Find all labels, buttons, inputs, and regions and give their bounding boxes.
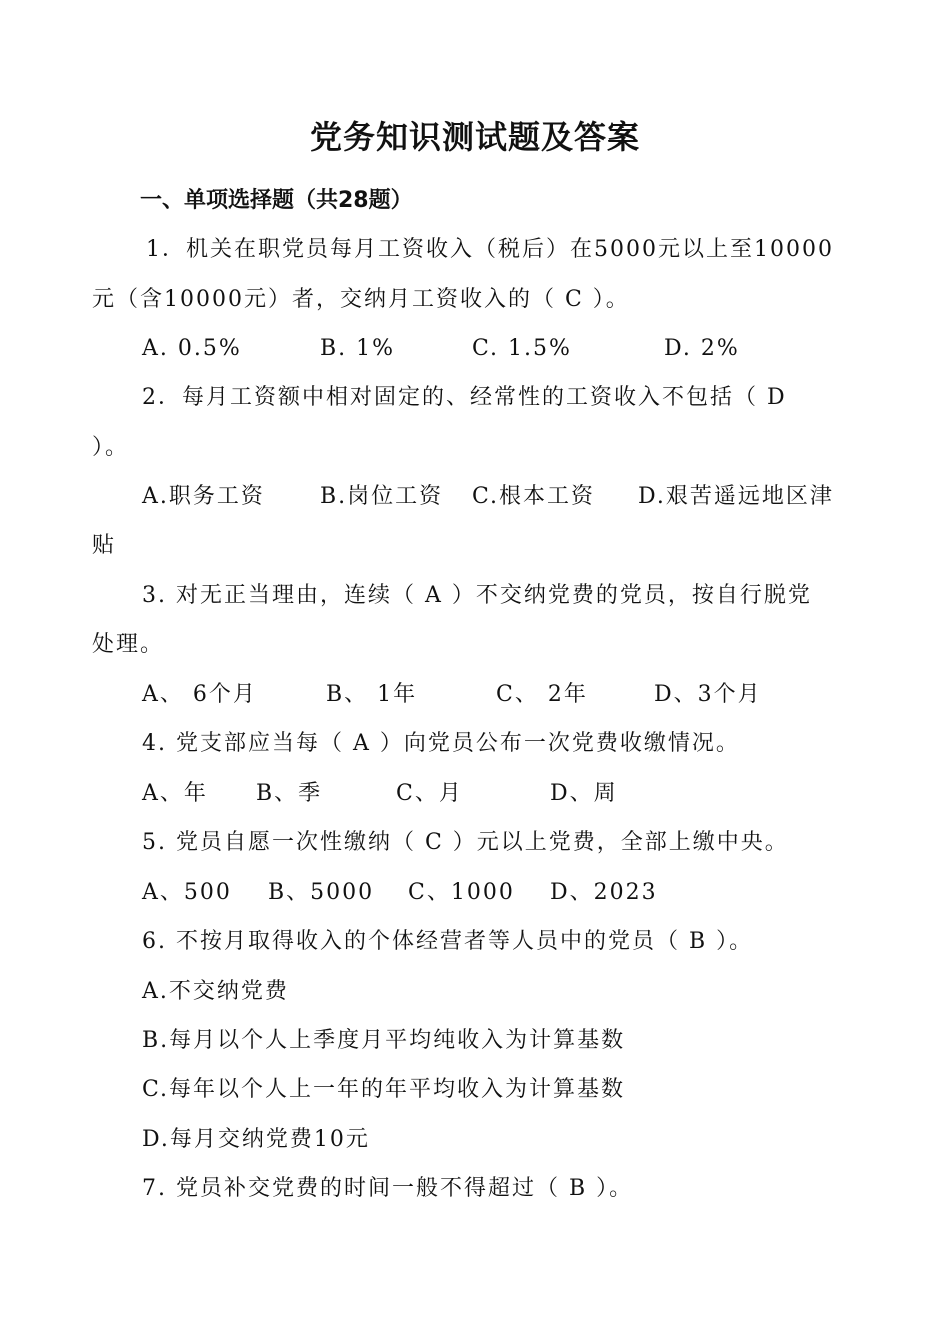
- question-2-line-1: 2．每月工资额中相对固定的、经常性的工资收入不包括（ D: [142, 385, 787, 410]
- question-7-line-1: 7. 党员补交党费的时间一般不得超过（ B ）。: [142, 1176, 634, 1201]
- question-3-options: [0, 680, 950, 710]
- question-5-line-1: 5. 党员自愿一次性缴纳（ C ）元以上党费，全部上缴中央。: [142, 830, 789, 855]
- question-6-line-1: 6. 不按月取得收入的个体经营者等人员中的党员（ B ）。: [142, 929, 754, 954]
- option-b: B、5000: [268, 880, 375, 905]
- option-c: C. 1.5%: [472, 336, 572, 361]
- option-b: B、季: [256, 781, 323, 806]
- option-d: D、3个月: [654, 682, 762, 707]
- option-d: D. 2%: [664, 336, 740, 361]
- option-d: D.艰苦遥远地区津: [638, 484, 834, 509]
- option-b: B. 1%: [320, 336, 396, 361]
- option-b: B.岗位工资: [320, 484, 444, 509]
- section-heading: 一、单项选择题（共28题）: [140, 188, 413, 213]
- question-2-option-wrap: 贴: [92, 533, 117, 558]
- option-c: C.根本工资: [472, 484, 596, 509]
- question-6-option-b: B.每月以个人上季度月平均纯收入为计算基数: [142, 1028, 626, 1053]
- question-5-options: [0, 878, 950, 908]
- question-6-option-c: C.每年以个人上一年的年平均收入为计算基数: [142, 1077, 626, 1102]
- question-3-line-2: 处理。: [92, 632, 165, 657]
- question-4-options: [0, 779, 950, 809]
- option-a: A、 6个月: [142, 682, 257, 707]
- question-4-line-1: 4. 党支部应当每（ A ）向党员公布一次党费收缴情况。: [142, 731, 740, 756]
- question-2-options: [0, 482, 950, 512]
- question-6-option-a: A.不交纳党费: [142, 979, 289, 1004]
- option-c: C、1000: [408, 880, 515, 905]
- option-c: C、 2年: [496, 682, 588, 707]
- question-1-line-2: 元（含10000元）者，交纳月工资收入的（ C ）。: [92, 287, 630, 312]
- option-c: C、月: [396, 781, 463, 806]
- question-1-line-1: 1．机关在职党员每月工资收入（税后）在5000元以上至10000: [146, 237, 834, 262]
- option-d: D、周: [550, 781, 618, 806]
- question-2-line-2: ）。: [92, 435, 130, 460]
- option-a: A、500: [142, 880, 232, 905]
- option-a: A.职务工资: [142, 484, 265, 509]
- question-6-option-d: D.每月交纳党费10元: [142, 1127, 370, 1152]
- question-1-options: [0, 334, 950, 364]
- option-d: D、2023: [550, 880, 658, 905]
- question-3-line-1: 3. 对无正当理由，连续（ A ）不交纳党费的党员，按自行脱党: [142, 583, 812, 608]
- option-b: B、 1年: [326, 682, 418, 707]
- document-title: 党务知识测试题及答案: [309, 118, 640, 156]
- option-a: A、年: [142, 781, 208, 806]
- option-a: A. 0.5%: [142, 336, 242, 361]
